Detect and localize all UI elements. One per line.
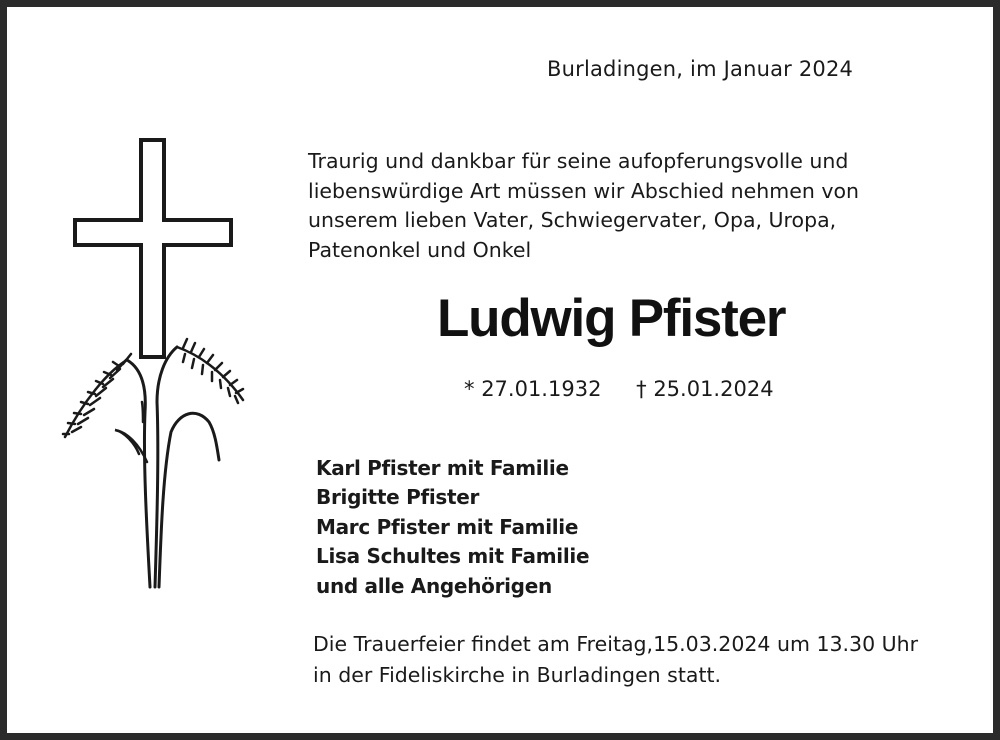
intro-line: liebenswürdige Art müssen wir Abschied nehmen von [308, 178, 860, 203]
place-date: Burladingen, im Januar 2024 [547, 57, 854, 81]
service-line: in der Fideliskirche in Burladingen statt. [313, 663, 722, 687]
deceased-name: Ludwig Pfister [437, 289, 786, 348]
mourner-entry: Marc Pfister mit Familie [316, 514, 579, 539]
mourner-entry: Karl Pfister mit Familie [316, 456, 569, 480]
mourner-entry: und alle Angehörigen [316, 573, 552, 598]
intro-line: Patenonkel und Onkel [308, 237, 532, 262]
intro-line: Traurig und dankbar für seine aufopferungsvolle und [308, 149, 849, 173]
cross-with-wheat-illustration [47, 132, 262, 602]
service-line: Die Trauerfeier findet am Freitag,15.03.2024 um 13.30 Uhr [313, 632, 919, 656]
intro-line: unserem lieben Vater, Schwiegervater, Opa, Uropa, [308, 208, 837, 232]
funeral-service-info [313, 629, 918, 691]
mourner-entry: Lisa Schultes mit Familie [316, 544, 590, 569]
life-dates [464, 377, 774, 401]
mourners-list [316, 454, 589, 601]
wheat-icon [63, 339, 243, 587]
intro-text [308, 147, 908, 265]
birth-date: 27.01.1932 [481, 377, 602, 401]
birth-symbol: * [464, 377, 475, 401]
death-symbol: † [636, 377, 647, 401]
death-date: 25.01.2024 [653, 377, 774, 401]
cross-icon [75, 140, 231, 357]
mourner-entry: Brigitte Pfister [316, 485, 480, 510]
